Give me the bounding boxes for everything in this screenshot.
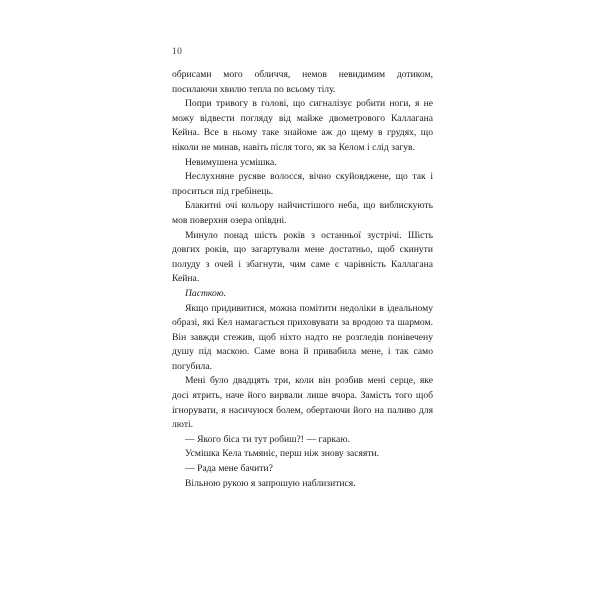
page-body-text bbox=[172, 68, 433, 491]
dialogue-line: — Якого біса ти тут робиш?! — гаркаю. bbox=[185, 433, 350, 445]
paragraph: Якщо придивитися, можна помітити недоліки в ідеальному образі, які Кел намагається приховувати за вродою та шармом. Він завжди стежив, щоб ніхто надто не розгледів понівечену душу під маскою. Саме вона й привабила мене, і так само погубила. bbox=[172, 302, 433, 372]
paragraph: Вільною рукою я запрошую наблизитися. bbox=[185, 477, 356, 489]
page-number: 10 bbox=[172, 47, 183, 57]
paragraph: Неслухняне русяве волосся, вічно скуйовджене, що так і проситься під гребінець. bbox=[172, 171, 433, 197]
paragraph-emphasis: Пасткою. bbox=[185, 287, 226, 299]
paragraph: Попри тривогу в голові, що сигналізує робити ноги, я не можу відвести погляду від майже двометрового Каллагана Кейна. Все в ньому таке знайоме аж до щему в грудях, що ніколи не минав, навіть після того, як за Келом і слід загув. bbox=[172, 98, 433, 153]
paragraph: Мені було двадцять три, коли він розбив мені серце, яке досі ятрить, наче його вирвали лише вчора. Замість того щоб ігнорувати, я насичуюся болем, обертаючи його на паливо для люті. bbox=[172, 375, 433, 431]
paragraph: Минуло понад шість років з останньої зустрічі. Шість довгих років, що загартували мене достатньо, щоб скинути полуду з очей і збагнути, чим саме є чарівність Каллагана Кейна. bbox=[172, 229, 433, 285]
paragraph: Блакитні очі кольору найчистішого неба, що виблискують мов поверхня озера опівдні. bbox=[172, 200, 433, 226]
paragraph: Усмішка Кела тьмяніє, перш ніж знову засяяти. bbox=[185, 448, 380, 460]
paragraph: обрисами мого обличчя, немов невидимим дотиком, посилаючи хвилю тепла по всьому тілу. bbox=[172, 69, 433, 95]
dialogue-line: — Рада мене бачити? bbox=[185, 463, 273, 475]
paragraph: Невимушена усмішка. bbox=[185, 156, 277, 168]
